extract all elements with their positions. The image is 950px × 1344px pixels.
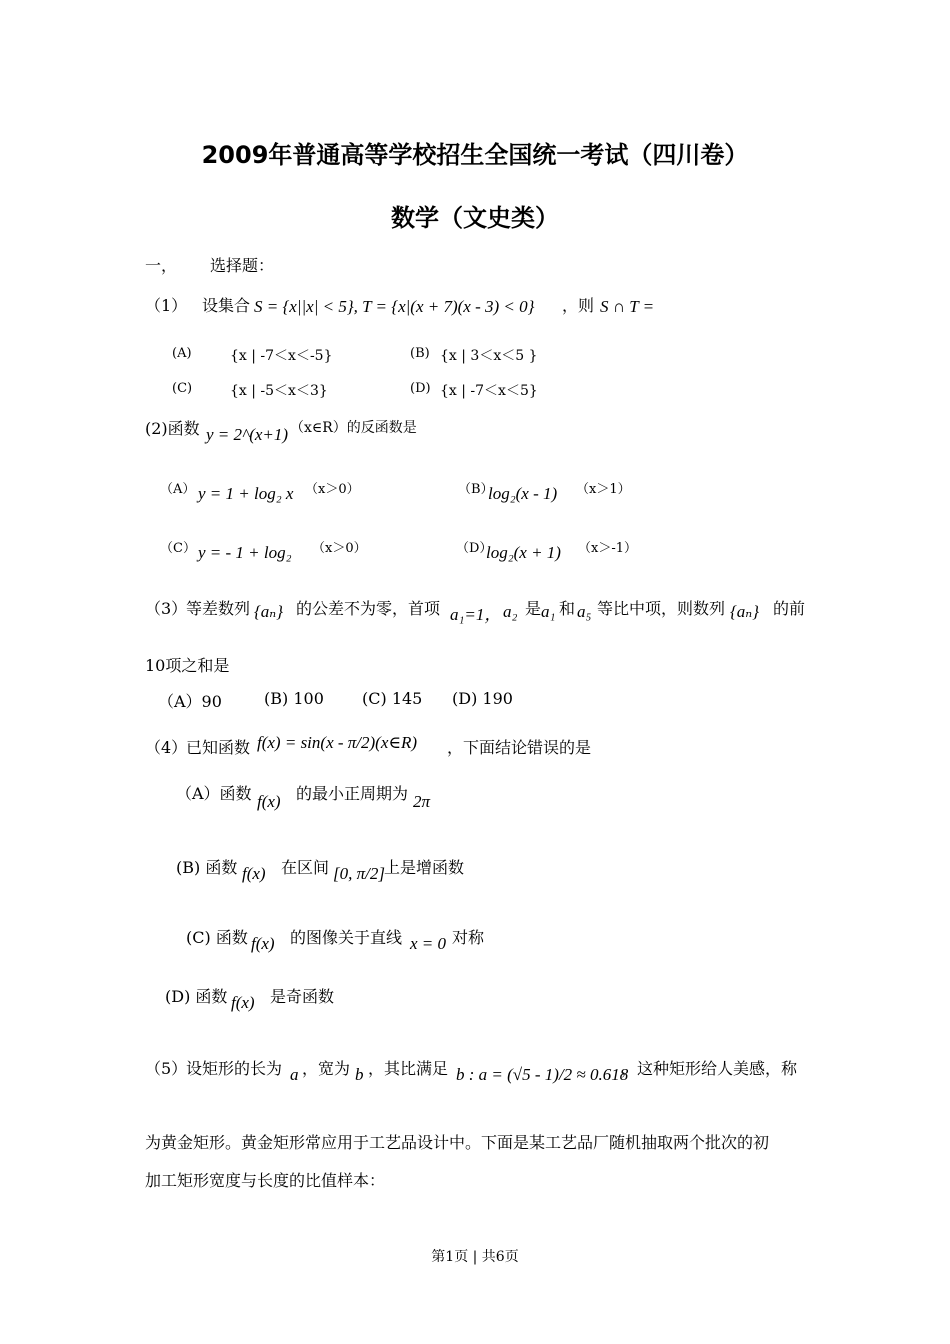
- q5-a: a: [290, 1065, 299, 1084]
- q1-option-b-key: (B): [410, 346, 430, 361]
- q3-option-b: (B) 100: [264, 689, 324, 708]
- q1-option-c-text: {x | -5＜x＜3}: [230, 383, 328, 399]
- q4-option-c-key: (C) 函数: [186, 928, 248, 947]
- q1-option-b-text: {x | 3＜x＜5 }: [440, 348, 538, 364]
- q4-option-b-tail: 上是增函数: [384, 858, 465, 877]
- q4-stem: 已知函数: [186, 738, 251, 757]
- q2-option-d-expr: log₂(x + 1): [486, 543, 561, 562]
- q3-a1eq: a₁=1，: [450, 605, 502, 624]
- q3-text6: 的前: [773, 599, 806, 618]
- q3-number: （3）: [145, 599, 188, 618]
- page-footer: 第1页 | 共6页: [431, 1249, 519, 1265]
- q1-option-a-key: (A): [172, 346, 192, 361]
- q2-option-d-key: （D）: [456, 541, 493, 556]
- q3-text4: 和: [559, 599, 576, 618]
- q4-option-d-text: 是奇函数: [270, 987, 335, 1006]
- q2-option-b-key: （B）: [458, 482, 494, 497]
- q1-option-d-text: {x | -7＜x＜5}: [440, 383, 538, 399]
- q5-number: （5）: [145, 1059, 188, 1078]
- page-subtitle: 数学（文史类）: [391, 204, 559, 232]
- q1-stem: 设集合: [202, 296, 251, 315]
- q4-option-a-val: 2π: [413, 792, 431, 811]
- q3-option-d: (D) 190: [452, 689, 513, 708]
- q2-number: (2)函数: [145, 419, 200, 438]
- q5-ratio: b : a = (√5 - 1)/2 ≈ 0.618: [456, 1065, 629, 1084]
- q4-option-c-tail: 对称: [452, 928, 485, 947]
- q5-text3: ，其比满足: [368, 1059, 449, 1078]
- q2-cond: （x∈R）的反函数是: [290, 420, 417, 436]
- page-title: 2009年普通高等学校招生全国统一考试（四川卷）: [201, 141, 749, 169]
- q1-expr: S = {x||x| < 5}, T = {x|(x + 7)(x - 3) < 0}: [254, 297, 535, 316]
- section-label: 选择题：: [210, 256, 275, 275]
- section-number: 一，: [145, 256, 178, 275]
- q2-expr: y = 2^(x+1): [206, 425, 289, 444]
- q2-option-b-cond: （x＞1）: [576, 482, 631, 497]
- q3-line2: 10项之和是: [145, 656, 230, 675]
- q4-tail: ，下面结论错误的是: [447, 738, 592, 757]
- q1-option-c-key: (C): [172, 381, 193, 396]
- q4-option-b-interval: [0, π/2]: [333, 864, 385, 883]
- q4-option-d-f: f(x): [231, 993, 255, 1012]
- q3-text5: 等比中项，则数列: [597, 599, 726, 618]
- q3-option-a: （A）90: [158, 692, 222, 711]
- q4-option-a-text: 的最小正周期为: [296, 784, 409, 803]
- q5-line3: 加工矩形宽度与长度的比值样本：: [145, 1171, 386, 1190]
- q3-option-c: (C) 145: [362, 689, 423, 708]
- q4-option-c-line: x = 0: [410, 934, 447, 953]
- q2-option-b-expr: log₂(x - 1): [488, 484, 558, 503]
- q3-a1: a₁: [541, 602, 556, 621]
- q4-option-a-key: （A）函数: [176, 784, 252, 803]
- q4-option-c-text: 的图像关于直线: [290, 928, 403, 947]
- q5-text1: 设矩形的长为: [186, 1059, 283, 1078]
- q1-number: （1）: [145, 296, 188, 315]
- q5-text2: ，宽为: [302, 1059, 351, 1078]
- q2-option-a-key: （A）: [160, 482, 196, 497]
- q2-option-c-key: （C）: [160, 541, 196, 556]
- q4-number: （4）: [145, 738, 188, 757]
- q3-seq: {aₙ}: [254, 602, 283, 621]
- q3-a2: a₂: [503, 602, 518, 621]
- q3-a5: a₅: [577, 602, 592, 621]
- q5-text4: ，这种矩形给人美感，称: [621, 1059, 798, 1078]
- q1-option-a-text: {x | -7＜x＜-5}: [230, 348, 333, 364]
- q3-text2: 的公差不为零，首项: [296, 599, 441, 618]
- q4-option-a-f: f(x): [257, 792, 281, 811]
- q1-tail: ，则: [562, 296, 595, 315]
- q2-option-a-expr: y = 1 + log₂ x: [198, 484, 294, 503]
- q3-text1: 等差数列: [186, 599, 251, 618]
- q4-option-b-text: 在区间: [281, 858, 330, 877]
- q2-option-a-cond: （x＞0）: [305, 482, 360, 497]
- q2-option-d-cond: （x＞-1）: [578, 541, 637, 556]
- q2-option-c-expr: y = - 1 + log₂: [198, 543, 292, 562]
- q3-text3: 是: [525, 599, 542, 618]
- q3-seq2: {aₙ}: [730, 602, 759, 621]
- q1-ask: S ∩ T =: [600, 297, 655, 316]
- q4-option-d-key: (D) 函数: [165, 987, 228, 1006]
- q5-b: b: [355, 1065, 364, 1084]
- q4-option-b-f: f(x): [242, 864, 266, 883]
- q1-option-d-key: (D): [410, 381, 431, 396]
- q4-option-b-key: (B) 函数: [176, 858, 238, 877]
- q2-option-c-cond: （x＞0）: [312, 541, 367, 556]
- q4-option-c-f: f(x): [251, 934, 275, 953]
- q5-line2: 为黄金矩形。黄金矩形常应用于工艺品设计中。下面是某工艺品厂随机抽取两个批次的初: [145, 1133, 770, 1152]
- q4-expr: f(x) = sin(x - π/2)(x∈R): [257, 733, 418, 752]
